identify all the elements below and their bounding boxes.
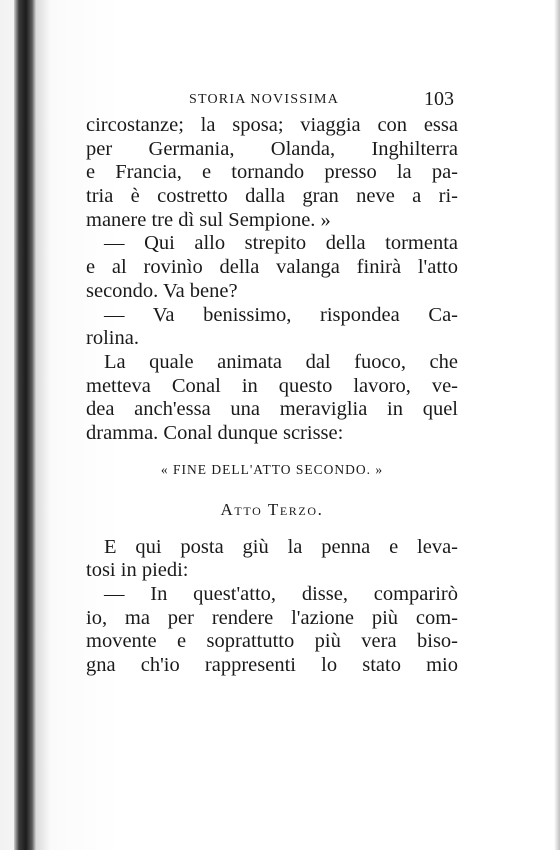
text-line: tria è costretto dalla gran neve a ri- xyxy=(86,185,458,208)
gutter-shadow xyxy=(36,0,50,850)
body-text xyxy=(86,114,458,678)
text-line: per Germania, Olanda, Inghilterra xyxy=(86,137,458,160)
text-line: dea anch'essa una meraviglia in quel xyxy=(86,398,458,421)
text-line: tosi in piedi: xyxy=(86,559,189,582)
text-line: E qui posta giù la penna e leva- xyxy=(104,535,458,558)
text-line: movente e soprattutto più vera biso- xyxy=(86,630,458,653)
text-line: circostanze; la sposa; viaggia con essa xyxy=(86,114,458,136)
text-line: e al rovinìo della valanga finirà l'atto xyxy=(86,256,458,279)
binding-gutter xyxy=(14,0,36,850)
text-line: — In quest'atto, disse, comparirò xyxy=(104,583,458,605)
text-line: e Francia, e tornando presso la pa- xyxy=(86,161,458,184)
text-line: metteva Conal in questo lavoro, ve- xyxy=(86,374,458,397)
text-line: gna ch'io rappresenti lo stato mio xyxy=(86,654,458,677)
act-end-marker: « FINE DELL'ATTO SECONDO. » xyxy=(160,461,384,477)
text-line: secondo. Va bene? xyxy=(86,279,238,302)
page-header xyxy=(86,88,458,114)
text-line: io, ma per rendere l'azione più com- xyxy=(86,606,458,629)
page-edge xyxy=(554,0,560,850)
text-line: dramma. Conal dunque scrisse: xyxy=(86,421,344,444)
text-line: La quale animata dal fuoco, che xyxy=(104,350,458,373)
act-heading-text: Atto Terzo. xyxy=(220,499,324,519)
text-line: rolina. xyxy=(86,327,139,350)
text-line: manere tre dì sul Sempione. » xyxy=(86,208,331,231)
running-title: STORIA NOVISSIMA xyxy=(189,92,340,107)
page-number: 103 xyxy=(424,88,454,110)
text-line: — Va benissimo, rispondea Ca- xyxy=(104,303,458,326)
text-line: — Qui allo strepito della tormenta xyxy=(104,232,458,255)
act-heading xyxy=(86,498,458,522)
